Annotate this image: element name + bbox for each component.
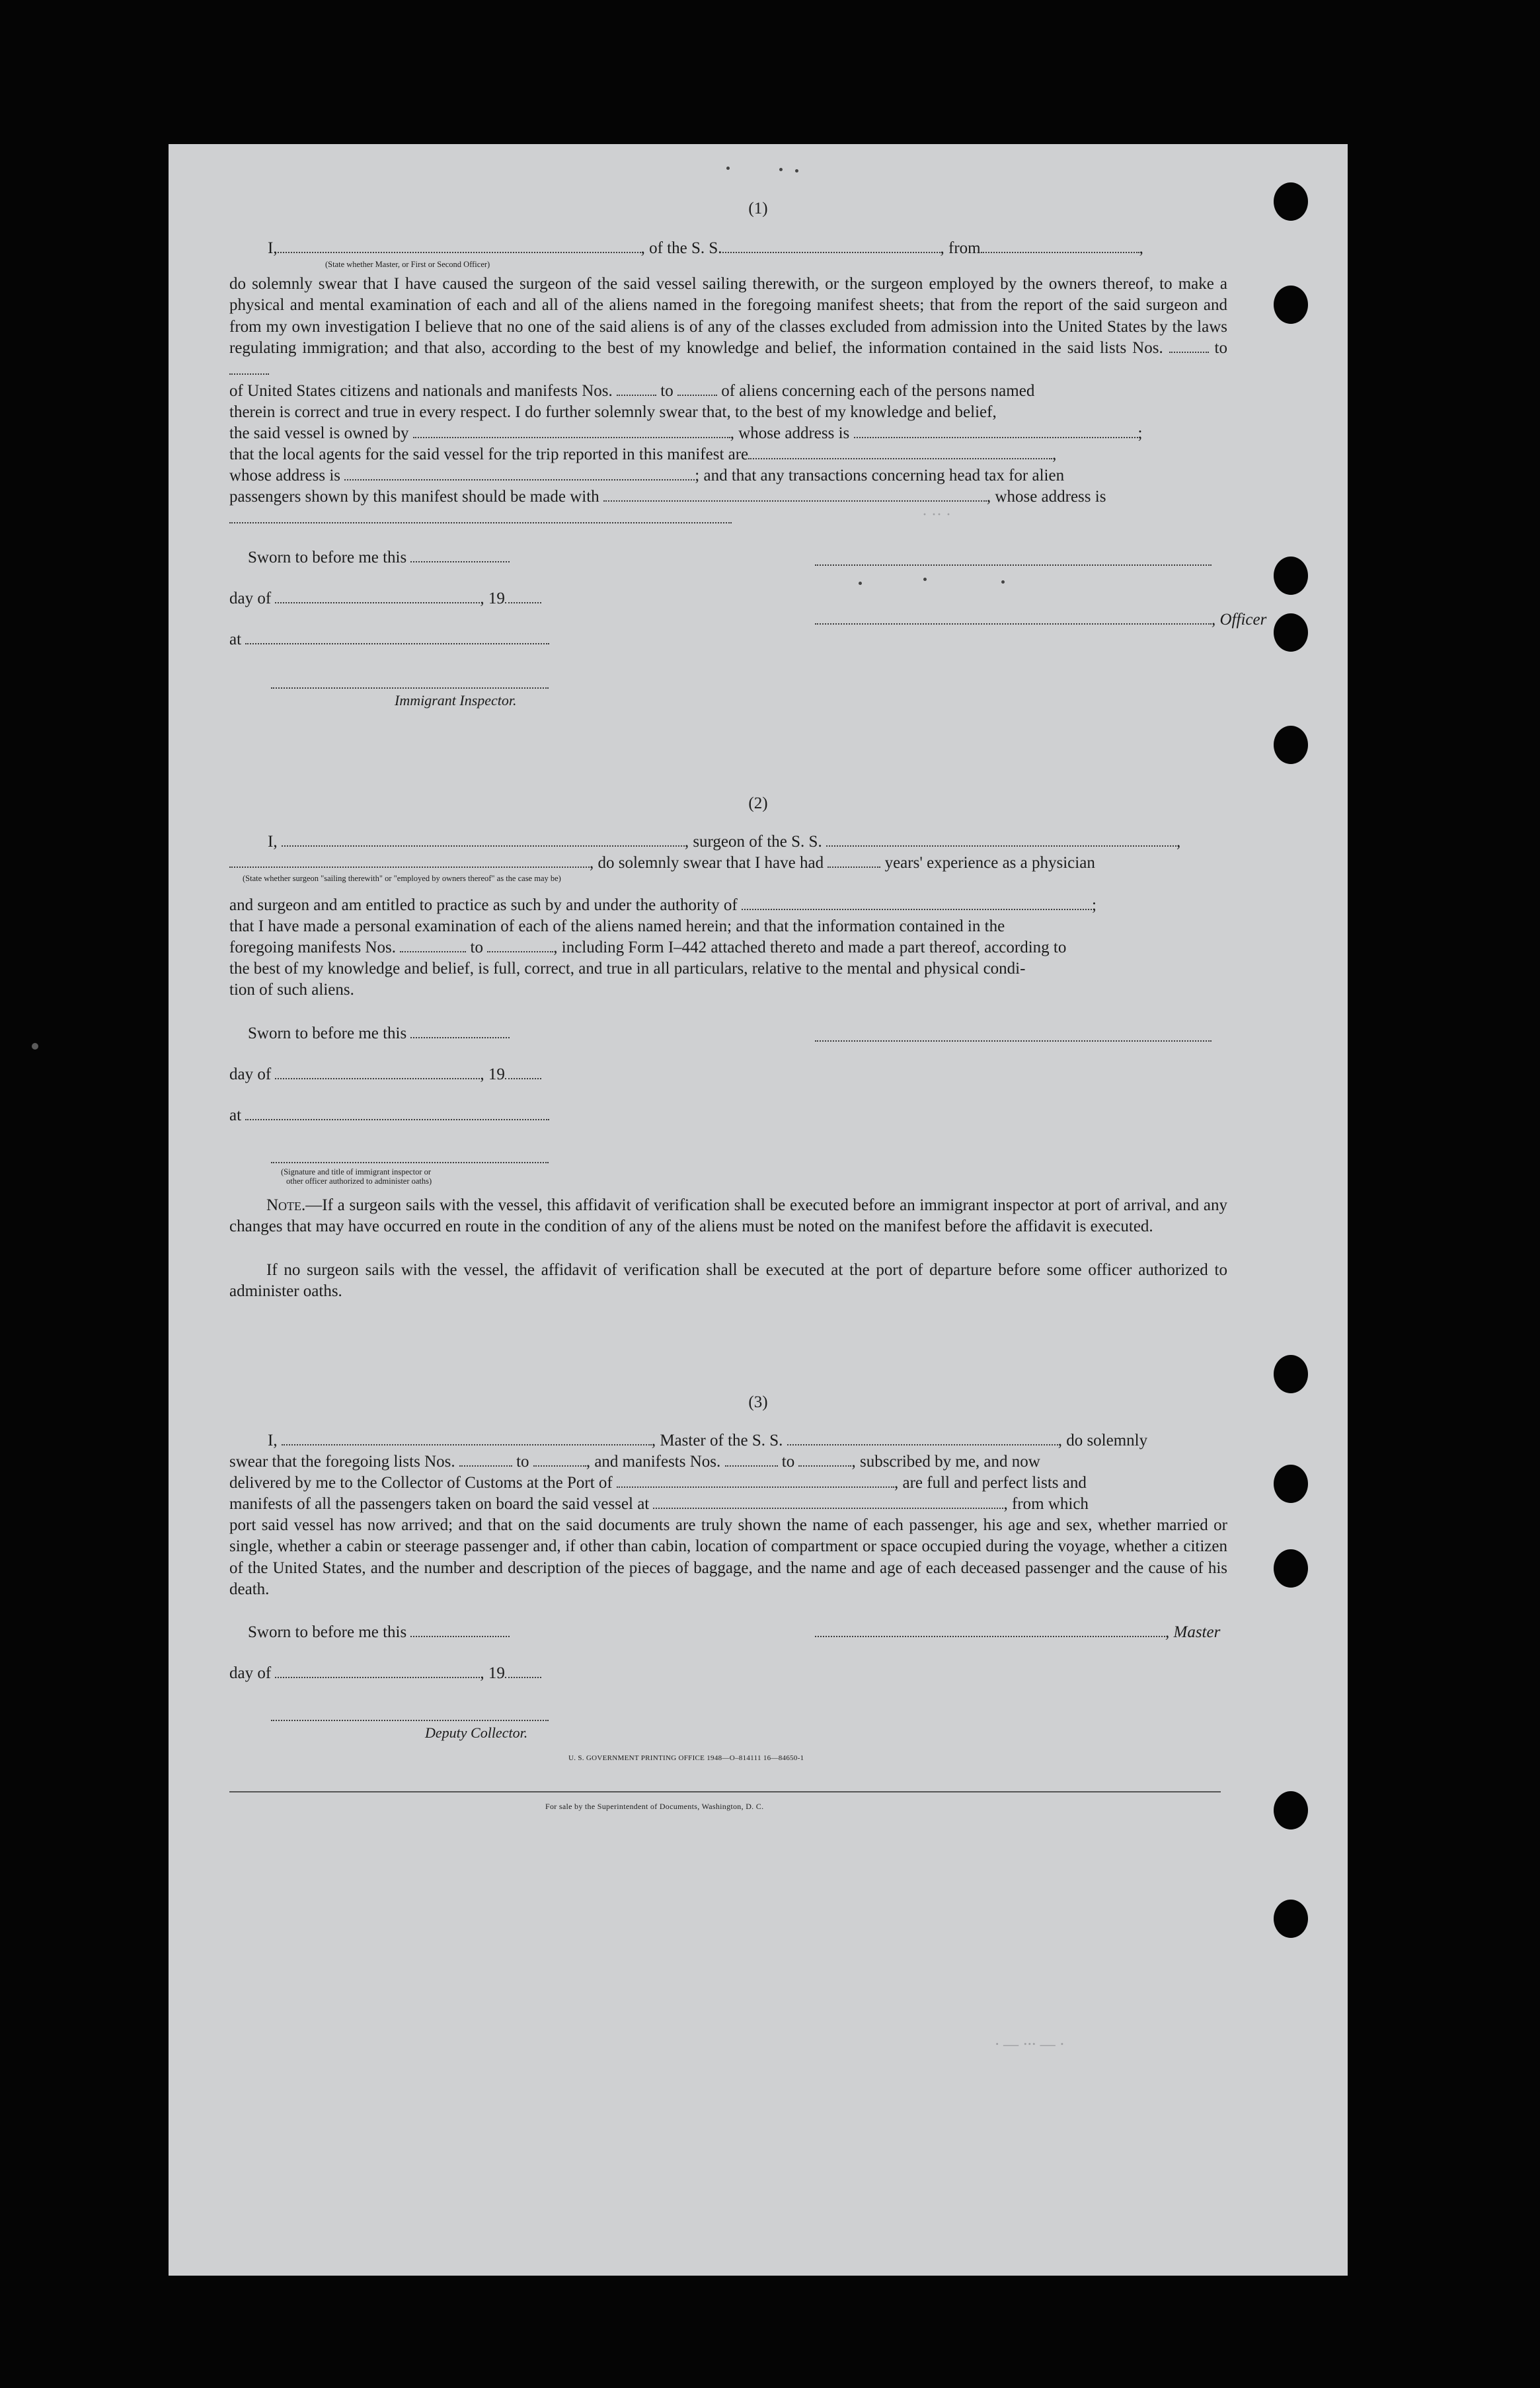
sworn-line: Sworn to before me this bbox=[248, 1023, 510, 1044]
ink-speck bbox=[32, 1043, 38, 1050]
ink-speck bbox=[779, 168, 783, 171]
punch-hole bbox=[1274, 613, 1308, 652]
signature-caption: (Signature and title of immigrant inspector or bbox=[281, 1167, 432, 1176]
bleed-through: · — ··· — · bbox=[995, 2034, 1064, 2054]
ink-speck bbox=[726, 167, 730, 170]
day-line: day of , 19 bbox=[229, 1663, 541, 1684]
manifest-verification-page bbox=[169, 144, 1348, 2276]
collector-signature-line bbox=[271, 1720, 549, 1721]
part3-line-master: I, , Master of the S. S. , do solemnly bbox=[268, 1432, 1148, 1449]
ink-speck bbox=[1001, 580, 1005, 584]
punch-hole bbox=[1274, 726, 1308, 764]
punch-hole bbox=[1274, 1791, 1308, 1830]
part3-line-lists: swear that the foregoing lists Nos. to , and manifests Nos. to , subscribed by me, and now bbox=[229, 1453, 1040, 1471]
sworn-line: Sworn to before me this bbox=[248, 1622, 510, 1643]
part1-body: do solemnly swear that I have caused the surgeon of the said vessel sailing therewith, or the surgeon employed by the owners thereof, to make a physical and mental examination of each and all of the aliens named in the foregoing manifest sheets; that from the report of the said surgeon and from my own investigation I believe that no one of the said aliens is of any of the classes excluded from admission into the United States by the laws regulating immigration; and that also, according to the best of my knowledge and belief, the information contained in the said lists Nos. to bbox=[229, 274, 1227, 381]
printing-office-imprint: U. S. GOVERNMENT PRINTING OFFICE 1948—O–814111 16—84650-1 bbox=[568, 1754, 804, 1762]
part2-line-surgeon: I, , surgeon of the S. S. , bbox=[268, 833, 1181, 851]
bleed-through: · ·· · bbox=[922, 506, 951, 523]
part2-line-authority: and surgeon and am entitled to practice as such by and under the authority of ; bbox=[229, 896, 1097, 914]
ink-speck bbox=[859, 582, 862, 585]
at-line: at bbox=[229, 629, 549, 650]
signature-line bbox=[815, 564, 1212, 566]
part1-line-whose-address: whose address is ; and that any transactions concerning head tax for alien bbox=[229, 467, 1065, 484]
part3-line-board: manifests of all the passengers taken on board the said vessel at , from which bbox=[229, 1495, 1089, 1513]
part2-line-years: , do solemnly swear that I have had years' experience as a physician bbox=[229, 853, 1095, 874]
sale-notice: For sale by the Superintendent of Documents, Washington, D. C. bbox=[545, 1802, 764, 1811]
part1-line-passengers: passengers shown by this manifest should be made with , whose address is bbox=[229, 488, 1106, 506]
day-line: day of , 19 bbox=[229, 1064, 541, 1085]
ink-speck bbox=[923, 578, 927, 581]
inspector-signature-line bbox=[271, 1162, 549, 1163]
part3-line-delivered: delivered by me to the Collector of Customs at the Port of , are full and perfect lists and bbox=[229, 1474, 1087, 1492]
part1-line-agents: that the local agents for the said vessel for the trip reported in this manifest are , bbox=[229, 445, 1057, 463]
section-number: (2) bbox=[748, 794, 768, 812]
ink-speck bbox=[795, 169, 798, 173]
deputy-collector-label: Deputy Collector. bbox=[425, 1724, 528, 1741]
signature-line bbox=[815, 1040, 1212, 1042]
punch-hole bbox=[1274, 557, 1308, 595]
part2-line-best: the best of my knowledge and belief, is full, correct, and true in all particulars, relative to the mental and physical condi- bbox=[229, 960, 1026, 978]
address-line bbox=[229, 522, 732, 523]
section-number: (3) bbox=[748, 1393, 768, 1411]
section-number: (1) bbox=[748, 200, 768, 217]
part2-line-tion: tion of such aliens. bbox=[229, 981, 354, 999]
part1-line-therein: therein is correct and true in every respect. I do further solemnly swear that, to the best of my knowledge and belief, bbox=[229, 403, 997, 421]
part1-line-owned: the said vessel is owned by , whose address is ; bbox=[229, 424, 1143, 442]
master-signature-line: , Master bbox=[815, 1622, 1220, 1643]
punch-hole bbox=[1274, 1465, 1308, 1503]
signature-caption: other officer authorized to administer oaths) bbox=[286, 1176, 432, 1186]
footer-rule bbox=[229, 1791, 1221, 1792]
immigrant-inspector-label: Immigrant Inspector. bbox=[395, 692, 517, 709]
inspector-signature-line bbox=[271, 687, 549, 689]
punch-hole bbox=[1274, 1549, 1308, 1588]
punch-hole bbox=[1274, 286, 1308, 324]
part2-line-examination: that I have made a personal examination of each of the aliens named herein; and that the information contained in the bbox=[229, 917, 1005, 935]
punch-hole bbox=[1274, 1355, 1308, 1393]
part1-line-citizens: of United States citizens and nationals and manifests Nos. to of aliens concerning each of the persons named bbox=[229, 382, 1035, 400]
part2-line-foregoing: foregoing manifests Nos. to , including Form I–442 attached thereto and made a part thereof, according to bbox=[229, 939, 1067, 956]
punch-hole bbox=[1274, 1900, 1308, 1938]
master-caption: (State whether Master, or First or Second Officer) bbox=[325, 260, 490, 269]
surgeon-caption: (State whether surgeon "sailing therewith" or "employed by owners thereof" as the case may be) bbox=[243, 874, 561, 883]
at-line: at bbox=[229, 1105, 549, 1126]
day-line: day of , 19 bbox=[229, 588, 541, 609]
sworn-line: Sworn to before me this bbox=[248, 547, 510, 568]
officer-line: , Officer bbox=[815, 609, 1266, 631]
note-paragraph-2: If no surgeon sails with the vessel, the affidavit of verification shall be executed at the port of departure before some officer authorized to administer oaths. bbox=[229, 1261, 1227, 1301]
part1-line-master: I, , of the S. S. , from , bbox=[268, 239, 1143, 257]
note-paragraph: Note.—If a surgeon sails with the vessel, this affidavit of verification shall be executed before an immigrant inspector at port of arrival, and any changes that may have occurred en route in the condition of any of the aliens must be noted on the manifest before the affidavit is executed. bbox=[229, 1196, 1227, 1236]
part3-body: port said vessel has now arrived; and that on the said documents are truly shown the name of each passenger, his age and sex, whether married or single, whether a cabin or steerage passenger and, if other than cabin, location of compartment or space occupied during the voyage, whether a citizen of the United States, and the number and description of the pieces of baggage, and the name and age of each deceased passenger and the cause of his death. bbox=[229, 1516, 1227, 1599]
